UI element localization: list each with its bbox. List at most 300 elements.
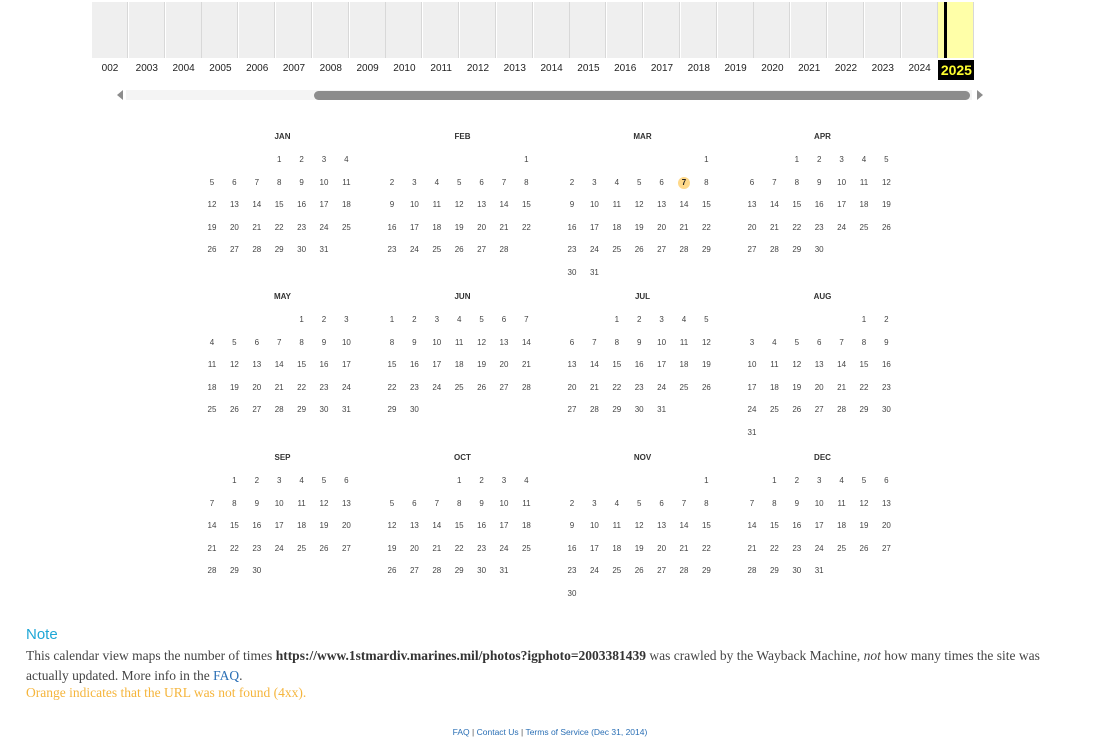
year-bar-2006[interactable]: [239, 2, 275, 58]
calendar-day: 22: [521, 222, 531, 232]
year-label-2015[interactable]: 2015: [577, 63, 600, 74]
month-name: MAY: [273, 292, 292, 301]
calendar-day: 3: [749, 337, 755, 347]
calendar-day: 27: [657, 566, 667, 575]
year-label-2004[interactable]: 2004: [172, 63, 195, 74]
calendar-day: 10: [814, 498, 824, 508]
year-bar-2005[interactable]: [202, 2, 238, 58]
calendar-day: 2: [569, 498, 575, 508]
calendar-day: 3: [592, 177, 597, 187]
calendar-day: 8: [704, 177, 709, 187]
calendar-day: 10: [589, 521, 599, 530]
year-bar-2017[interactable]: [644, 2, 680, 58]
calendar-day: 22: [792, 222, 802, 232]
calendar-day: 1: [456, 476, 462, 485]
year-label-2024[interactable]: 2024: [908, 63, 931, 74]
calendar-day: 21: [274, 382, 284, 392]
calendar-day: 30: [567, 588, 577, 598]
month-name: APR: [814, 132, 831, 141]
calendar-day: 27: [409, 566, 419, 575]
calendar-day: 5: [456, 177, 462, 187]
calendar-day: 4: [614, 177, 620, 187]
calendar-day: 18: [769, 382, 779, 392]
calendar-day: 14: [679, 200, 689, 209]
calendar-day: 14: [499, 200, 509, 209]
year-label-2003[interactable]: 2003: [135, 63, 158, 74]
calendar-day: 19: [229, 382, 239, 392]
calendar-day: 2: [884, 315, 889, 324]
calendar-day: 5: [794, 337, 800, 347]
calendar-day: 7: [772, 177, 777, 187]
calendar-day: 25: [679, 382, 689, 392]
calendar-day: 30: [881, 405, 891, 414]
year-bar-2008[interactable]: [313, 2, 349, 58]
calendar-day: 22: [612, 382, 622, 392]
calendar-day: 24: [432, 382, 442, 392]
year-label-2009[interactable]: 2009: [356, 63, 379, 74]
calendar-day: 17: [837, 200, 847, 209]
calendar-day: 28: [499, 245, 509, 254]
calendar-day: 3: [501, 476, 507, 485]
calendar-day: 29: [859, 405, 869, 414]
calendar-day: 20: [747, 222, 757, 232]
calendar-day: 13: [881, 498, 891, 508]
month-name: DEC: [814, 453, 831, 462]
footer-terms-link[interactable]: Terms of Service (Dec 31, 2014): [525, 727, 648, 737]
calendar-day: 19: [387, 543, 397, 553]
year-label-2025[interactable]: 2025: [938, 60, 974, 80]
calendar-day: 11: [522, 498, 531, 508]
footer-contact-link[interactable]: Contact Us: [476, 727, 519, 737]
calendar-day: 14: [207, 521, 217, 530]
calendar-day: 16: [409, 360, 419, 369]
year-label-2023[interactable]: 2023: [871, 63, 894, 74]
calendar-day: 16: [567, 543, 577, 553]
calendar-day: 30: [319, 405, 329, 414]
calendar-day: 3: [816, 476, 822, 485]
year-label-2018[interactable]: 2018: [687, 63, 710, 74]
calendar-day: 15: [792, 200, 802, 209]
calendar-day: 13: [252, 360, 262, 369]
calendar-day: 25: [612, 566, 622, 575]
calendar-day: 14: [252, 200, 262, 209]
calendar-day: 9: [569, 521, 575, 530]
calendar-day: 23: [567, 245, 577, 254]
calendar-day: 10: [319, 177, 329, 187]
calendar-day: 19: [881, 200, 891, 209]
scroll-right-arrow-icon[interactable]: [977, 90, 983, 100]
calendar-day: 1: [524, 155, 529, 164]
note-title: Note: [26, 626, 58, 643]
calendar-day: 4: [209, 337, 215, 347]
calendar-day: 10: [432, 337, 442, 347]
calendar-day: 23: [477, 543, 487, 553]
calendar-day: 23: [634, 382, 644, 392]
calendar-day: 11: [837, 498, 846, 508]
calendar-day: 9: [569, 200, 575, 209]
calendar-day: 29: [454, 566, 464, 575]
calendar-day: 10: [499, 498, 509, 508]
faq-link[interactable]: FAQ: [213, 667, 240, 683]
calendar-day: 22: [454, 543, 464, 553]
calendar-day: 16: [634, 360, 644, 369]
calendar-day: 2: [636, 315, 642, 324]
year-bar-2021[interactable]: [791, 2, 827, 58]
calendar-day: 24: [274, 543, 284, 553]
calendar-day: 12: [387, 521, 397, 530]
calendar-day: 31: [589, 267, 599, 277]
calendar-day: 28: [589, 405, 599, 414]
calendar-day: 21: [252, 222, 262, 232]
year-bar-2003[interactable]: [129, 2, 165, 58]
calendar-day: 24: [657, 382, 667, 392]
calendar-day: 8: [794, 177, 800, 187]
year-label-2020[interactable]: 2020: [761, 63, 784, 74]
calendar-day: 12: [701, 337, 711, 347]
calendar-day: 6: [659, 177, 664, 187]
calendar-day: 9: [389, 200, 395, 209]
calendar-day: 26: [319, 543, 329, 553]
year-bar-2023[interactable]: [865, 2, 901, 58]
calendar-day: 13: [477, 200, 487, 209]
calendar-day: 29: [387, 405, 397, 414]
calendar-day: 7: [209, 498, 215, 508]
calendar-day: 12: [477, 337, 487, 347]
calendar-day: 21: [679, 543, 689, 553]
calendar-day: 25: [859, 222, 869, 232]
calendar-day: 19: [634, 543, 644, 553]
calendar-day: 10: [589, 200, 599, 209]
year-label-2013[interactable]: 2013: [503, 63, 526, 74]
year-label-2006[interactable]: 2006: [246, 63, 269, 74]
calendar-day: 30: [567, 267, 577, 277]
calendar-day: 18: [454, 360, 464, 369]
calendar-day: 20: [477, 222, 487, 232]
calendar-day: 2: [794, 476, 800, 485]
calendar-day: 15: [612, 360, 622, 369]
calendar-day: 12: [634, 200, 644, 209]
calendar-day: 4: [434, 177, 440, 187]
calendar-day: 18: [837, 521, 847, 530]
calendar-day: 10: [274, 498, 284, 508]
year-histogram[interactable]: [112, 2, 979, 60]
calendar-day: 15: [229, 521, 239, 530]
calendar-day: 15: [701, 200, 711, 209]
calendar-day: 25: [521, 543, 531, 553]
calendar-day: 28: [252, 245, 262, 254]
calendar-day: 2: [299, 155, 304, 164]
calendar-day: 24: [319, 222, 329, 232]
calendar-day: 11: [455, 337, 464, 347]
calendar-day: 12: [634, 521, 644, 530]
calendar-day: 27: [657, 245, 667, 254]
calendar-day: 22: [297, 382, 307, 392]
calendar-day: 26: [477, 382, 487, 392]
calendar-day: 14: [747, 521, 757, 530]
year-bar-2013[interactable]: [497, 2, 533, 58]
calendar-day: 1: [704, 155, 709, 164]
calendar-day: 4: [772, 337, 777, 347]
calendar-day: 31: [319, 245, 329, 254]
year-bar-2020[interactable]: [754, 2, 790, 58]
calendar-day: 24: [837, 222, 847, 232]
calendar-day: 25: [612, 245, 622, 254]
year-bar-2010[interactable]: [386, 2, 422, 58]
calendar-day: 1: [299, 315, 304, 324]
year-label-2005[interactable]: 2005: [209, 63, 232, 74]
calendar-day: 11: [207, 360, 217, 369]
calendar-day: 25: [207, 405, 217, 414]
year-label-2016[interactable]: 2016: [614, 63, 637, 74]
calendar-day: 18: [612, 222, 622, 232]
year-label-2017[interactable]: 2017: [650, 63, 674, 74]
year-label-2008[interactable]: 2008: [319, 63, 342, 74]
calendar-day: 4: [344, 155, 349, 164]
calendar-day: 20: [499, 360, 509, 369]
calendar-day: 10: [341, 337, 351, 347]
calendar-day: 22: [229, 543, 239, 553]
calendar-day: 7: [592, 337, 597, 347]
year-label-2002[interactable]: 002: [101, 63, 119, 74]
calendar-day: 27: [341, 543, 351, 553]
calendar-day: 24: [499, 543, 509, 553]
calendar-day: 21: [432, 543, 442, 553]
calendar-day: 8: [299, 337, 304, 347]
calendar-day: 7: [749, 498, 755, 508]
calendar-day: 28: [837, 405, 847, 414]
calendar-day: 7: [681, 498, 687, 508]
calendar-day: 7: [254, 177, 260, 187]
calendar-day: 6: [232, 177, 237, 187]
year-label-2010[interactable]: 2010: [393, 63, 416, 74]
calendar-day: 9: [636, 337, 642, 347]
calendar-day: 23: [792, 543, 802, 553]
calendar-day: 30: [252, 566, 262, 575]
calendar-day: 1: [772, 476, 777, 485]
year-bar-2009[interactable]: [350, 2, 386, 58]
calendar-day: 4: [524, 476, 529, 485]
calendar-day: 15: [701, 521, 711, 530]
calendar-day: 20: [881, 521, 891, 530]
calendar-day: 21: [499, 222, 509, 232]
calendar-day: 28: [207, 566, 217, 575]
calendar-day: 9: [794, 498, 800, 508]
scroll-thumb[interactable]: [314, 91, 970, 100]
year-bar-2016[interactable]: [607, 2, 643, 58]
calendar-day: 6: [749, 177, 755, 187]
calendar-day: 26: [387, 566, 397, 575]
calendar-day: 21: [589, 382, 599, 392]
calendar-day: 9: [816, 177, 822, 187]
calendar-day: 26: [881, 222, 891, 232]
calendar-day: 3: [344, 315, 349, 324]
calendar-day: 6: [254, 337, 260, 347]
calendar-day: 26: [701, 382, 711, 392]
calendar-day: 12: [319, 498, 329, 508]
captured-day[interactable]: 7: [678, 177, 690, 189]
calendar-day: 17: [432, 360, 442, 369]
calendar-day: 30: [477, 566, 487, 575]
calendar-day: 14: [769, 200, 779, 209]
year-bar-2004[interactable]: [166, 2, 202, 58]
timeline-scrollbar[interactable]: [112, 88, 987, 102]
calendar-day: 4: [614, 498, 620, 508]
crawled-url: https://www.1stmardiv.marines.mil/photos?igphoto=2003381439: [275, 648, 647, 663]
calendar-day: 16: [297, 200, 307, 209]
footer-faq-link[interactable]: FAQ: [452, 727, 470, 737]
calendar-day: 22: [701, 543, 711, 553]
calendar-day: 28: [679, 566, 689, 575]
year-bar-2014[interactable]: [534, 2, 570, 58]
calendar-day: 31: [814, 566, 824, 575]
calendar-day: 17: [747, 382, 757, 392]
calendar-day: 8: [861, 337, 867, 347]
year-label-2012[interactable]: 2012: [466, 63, 490, 74]
calendar-day: 17: [657, 360, 667, 369]
calendar-day: 31: [747, 427, 757, 437]
calendar-day: 8: [456, 498, 462, 508]
month-name: SEP: [274, 453, 291, 462]
calendar-day: 18: [432, 222, 442, 232]
calendar-day: 6: [479, 177, 484, 187]
calendar-day: 25: [454, 382, 464, 392]
calendar-day: 11: [859, 177, 869, 187]
calendar-day: 4: [861, 155, 867, 164]
calendar-day: 11: [679, 337, 689, 347]
calendar-day: 13: [229, 200, 239, 209]
month-name: AUG: [813, 292, 832, 301]
calendar-day: 14: [679, 521, 689, 530]
calendar-day: 7: [501, 177, 507, 187]
calendar-day: 5: [321, 476, 327, 485]
year-label-2021[interactable]: 2021: [798, 63, 821, 74]
year-bar-2012[interactable]: [460, 2, 496, 58]
year-label-2019[interactable]: 2019: [724, 63, 747, 74]
calendar-day: 9: [884, 337, 889, 347]
calendar-day: 18: [207, 382, 217, 392]
calendar-day: 23: [252, 543, 262, 553]
calendar-day: 19: [319, 521, 329, 530]
calendar-day: 20: [567, 382, 577, 392]
calendar-day: 5: [389, 498, 395, 508]
calendar-day: 13: [657, 200, 667, 209]
calendar-day: 13: [567, 360, 577, 369]
calendar-day: 15: [387, 360, 397, 369]
calendar-day: 18: [679, 360, 689, 369]
calendar-day: 24: [747, 405, 757, 414]
calendar-day: 17: [814, 521, 824, 530]
calendar-day: 29: [274, 245, 284, 254]
year-bar-2018[interactable]: [681, 2, 717, 58]
calendar-day: 11: [432, 200, 441, 209]
calendar-day: 26: [454, 245, 464, 254]
year-bar-2015[interactable]: [570, 2, 606, 58]
calendar-day: 1: [794, 155, 800, 164]
calendar-day: 5: [861, 476, 867, 485]
year-bar-2007[interactable]: [276, 2, 312, 58]
calendar-day: 23: [409, 382, 419, 392]
calendar-day: 8: [614, 337, 620, 347]
calendar-day: 31: [499, 566, 509, 575]
calendar-day: 27: [814, 405, 824, 414]
calendar-day: 13: [499, 337, 509, 347]
calendar-day: 29: [769, 566, 779, 575]
calendar-day: 1: [232, 476, 237, 485]
calendar-day: 28: [769, 245, 779, 254]
calendar-day: 29: [612, 405, 622, 414]
year-label-2022[interactable]: 2022: [834, 63, 858, 74]
calendar-day: 11: [770, 360, 779, 369]
calendar-day: 22: [859, 382, 869, 392]
year-label-2007[interactable]: 2007: [282, 63, 306, 74]
year-label-2014[interactable]: 2014: [540, 63, 563, 74]
calendar-day: 27: [477, 245, 487, 254]
year-bar-2024[interactable]: [902, 2, 938, 58]
calendar-day: 26: [229, 405, 239, 414]
calendar-day: 2: [569, 177, 575, 187]
calendar-day: 13: [341, 498, 351, 508]
year-bar-2002[interactable]: [92, 2, 128, 58]
calendar-day: 4: [681, 315, 687, 324]
calendar-day: 16: [567, 222, 577, 232]
calendar-day: 24: [589, 245, 599, 254]
calendar-day: 14: [432, 521, 442, 530]
calendar-day: 22: [387, 382, 397, 392]
calendar-day: 22: [769, 543, 779, 553]
calendar-day: 5: [884, 155, 889, 164]
calendar-day: 21: [207, 543, 217, 553]
month-name: MAR: [633, 132, 652, 141]
calendar-day: 19: [454, 222, 464, 232]
calendar-day: 17: [319, 200, 329, 209]
calendar-day: 17: [409, 222, 419, 232]
year-bar-2019[interactable]: [718, 2, 754, 58]
calendar-day: 9: [321, 337, 327, 347]
calendar-day: 12: [454, 200, 464, 209]
scroll-left-arrow-icon[interactable]: [117, 90, 123, 100]
calendar-day: 8: [772, 498, 777, 508]
calendar-day: 13: [747, 200, 757, 209]
calendar-day: 30: [792, 566, 802, 575]
calendar-day: 26: [634, 566, 644, 575]
calendar-day: 5: [636, 498, 642, 508]
calendar-day: 7: [276, 337, 282, 347]
calendar-day: 4: [456, 315, 462, 324]
calendar-day: 16: [792, 521, 802, 530]
calendar-day: 5: [209, 177, 215, 187]
calendar-day: 11: [342, 177, 351, 187]
calendar-day: 19: [634, 222, 644, 232]
calendar-day: 23: [567, 566, 577, 575]
year-bar-2022[interactable]: [828, 2, 864, 58]
year-bar-2011[interactable]: [423, 2, 459, 58]
year-label-2011[interactable]: 2011: [430, 63, 452, 74]
calendar-day: 21: [679, 222, 689, 232]
calendar-day: 30: [634, 405, 644, 414]
calendar-day: 25: [837, 543, 847, 553]
calendar-day: 21: [769, 222, 779, 232]
calendar-day: 13: [409, 521, 419, 530]
calendar-day: 6: [816, 337, 822, 347]
calendar-day: 1: [389, 315, 395, 324]
calendar-day: 8: [524, 177, 529, 187]
month-name: OCT: [454, 453, 471, 462]
calendar-day: 2: [389, 177, 395, 187]
calendar-day: 26: [207, 245, 217, 254]
calendar-day: 30: [409, 405, 419, 414]
calendar-day: 23: [881, 382, 891, 392]
calendar-day: 7: [839, 337, 844, 347]
